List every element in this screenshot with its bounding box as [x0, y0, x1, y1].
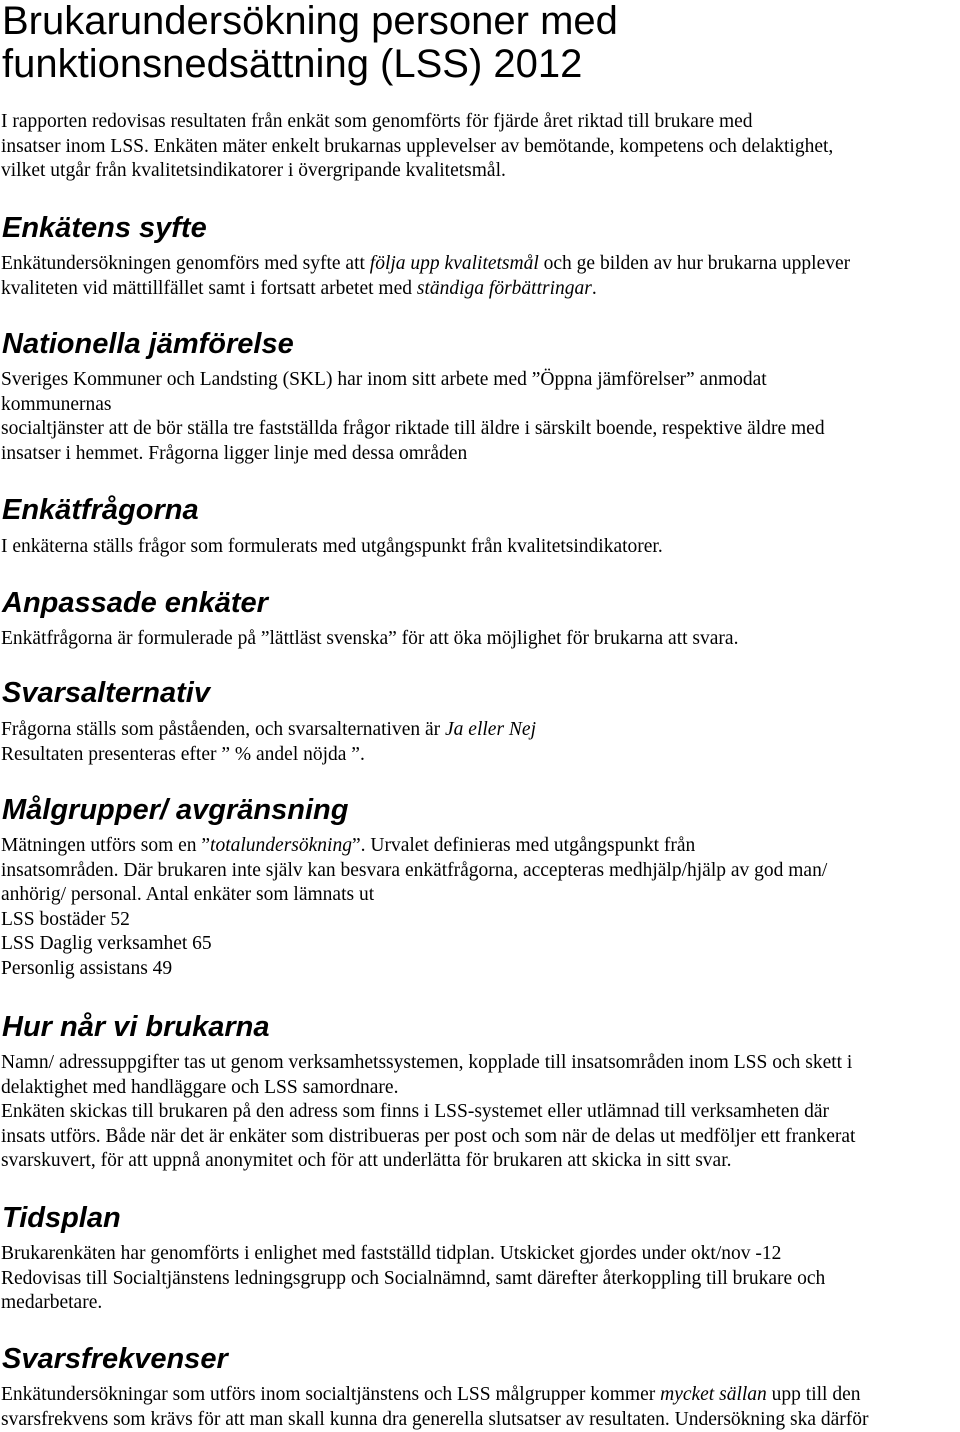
text-run: Enkätundersökningen genomförs med syfte att	[1, 253, 370, 274]
nationella-line: socialtjänster att de bör ställa tre fastställda frågor riktade till äldre i särskilt boende, respektive äldre med	[1, 418, 825, 440]
heading-svarsalternativ: Svarsalternativ	[2, 677, 210, 709]
svarsalternativ-line-2: Resultaten presenteras efter ” % andel nöjda ”.	[1, 743, 365, 765]
anpassade-text: Enkätfrågorna är formulerade på ”lättläst svenska” för att öka möjlighet för brukarna att svara.	[1, 628, 739, 649]
syfte-paragraph	[1, 252, 956, 301]
emphasis-text: Ja eller Nej	[445, 719, 536, 740]
emphasis-text: ständiga förbättringar	[416, 277, 592, 299]
intro-paragraph	[1, 110, 956, 184]
emphasis-text: mycket sällan	[660, 1384, 767, 1405]
enkatfragorna-text: I enkäterna ställs frågor som formulerats med utgångspunkt från kvalitetsindikatorer.	[1, 536, 663, 557]
malgrupper-line: Personlig assistans 49	[1, 957, 173, 979]
svarsfrekvenser-line-2: svarsfrekvens som krävs för att man skall kunna dra generella slutsatser av resultaten. Undersökning ska därför	[1, 1408, 869, 1430]
heading-enkatfragorna: Enkätfrågorna	[2, 494, 199, 526]
tidsplan-line: Brukarenkäten har genomförts i enlighet med fastställd tidplan. Utskicket gjordes under okt/nov -12	[1, 1243, 782, 1264]
heading-svarsfrekvenser: Svarsfrekvenser	[2, 1343, 228, 1375]
text-run: och ge bilden av hur brukarna upplever	[538, 253, 851, 274]
nationella-line: kommunernas	[1, 393, 112, 415]
enkatfragorna-paragraph	[1, 535, 956, 560]
syfte-line-2	[1, 277, 956, 302]
malgrupper-line: insatsområden. Där brukaren inte själv kan besvara enkätfrågorna, accepteras medhjälp/hjälp av god man/	[1, 859, 828, 881]
nationella-paragraph	[1, 368, 956, 466]
anpassade-paragraph	[1, 627, 956, 652]
intro-line: insatser inom LSS. Enkäten mäter enkelt brukarnas upplevelser av bemötande, kompetens och delaktighet,	[1, 135, 834, 157]
text-run: kvaliteten vid mättillfället samt i fortsatt arbetet med	[1, 277, 417, 299]
svarsalternativ-paragraph	[1, 718, 956, 767]
malgrupper-paragraph	[1, 834, 956, 982]
svarsalternativ-line-1	[1, 718, 956, 743]
malgrupper-line: LSS bostäder 52	[1, 908, 130, 930]
text-run: Enkätundersökningar som utförs inom socialtjänstens och LSS målgrupper kommer	[1, 1384, 661, 1405]
emphasis-text: följa upp kvalitetsmål	[369, 253, 539, 274]
heading-malgrupper: Målgrupper/ avgränsning	[2, 794, 349, 826]
hur-paragraph	[1, 1051, 956, 1174]
intro-line: I rapporten redovisas resultaten från enkät som genomförts för fjärde året riktad till brukare med	[1, 111, 753, 132]
malgrupper-line: anhörig/ personal. Antal enkäter som lämnats ut	[1, 884, 375, 906]
page-title: Brukarundersökning personer med funktionsnedsättning (LSS) 2012	[2, 0, 618, 86]
tidsplan-line: Redovisas till Socialtjänstens ledningsgrupp och Socialnämnd, samt därefter återkoppling till brukare och	[1, 1267, 826, 1289]
intro-line: vilket utgår från kvalitetsindikatorer i övergripande kvalitetsmål.	[1, 160, 506, 182]
text-run: Mätningen utförs som en ”	[1, 835, 211, 856]
hur-line: Namn/ adressuppgifter tas ut genom verksamhetssystemen, kopplade till insatsområden inom LSS och skett i	[1, 1052, 853, 1073]
heading-hur-nar-vi-brukarna: Hur når vi brukarna	[2, 1011, 270, 1043]
hur-line: insats utförs. Både när det är enkäter som distribueras per post och som när de delas ut medföljer ett frankerat	[1, 1125, 856, 1147]
text-run: upp till den	[766, 1384, 861, 1405]
hur-line: svarskuvert, för att uppnå anonymitet och för att underlätta för brukaren att skicka in sitt svar.	[1, 1150, 732, 1172]
malgrupper-line: LSS Daglig verksamhet 65	[1, 933, 212, 955]
tidsplan-line: medarbetare.	[1, 1292, 103, 1314]
nationella-line: insatser i hemmet. Frågorna ligger linje med dessa områden	[1, 442, 468, 464]
text-run: Frågorna ställs som påståenden, och svarsalternativen är	[1, 719, 446, 740]
heading-tidsplan: Tidsplan	[2, 1202, 121, 1234]
text-run: ”. Urvalet definieras med utgångspunkt från	[351, 835, 696, 856]
heading-anpassade-enkater: Anpassade enkäter	[2, 587, 268, 619]
malgrupper-line-1	[1, 834, 956, 859]
nationella-line: Sveriges Kommuner och Landsting (SKL) har inom sitt arbete med ”Öppna jämförelser” anmodat	[1, 369, 767, 390]
emphasis-text: totalundersökning	[210, 835, 352, 856]
svarsfrekvenser-line-1	[1, 1383, 956, 1408]
hur-line: delaktighet med handläggare och LSS samordnare.	[1, 1076, 399, 1098]
tidsplan-paragraph	[1, 1242, 956, 1316]
heading-nationella-jamforelse: Nationella jämförelse	[2, 328, 294, 360]
syfte-line-1	[1, 252, 956, 277]
text-run: .	[591, 277, 597, 299]
hur-line: Enkäten skickas till brukaren på den adress som finns i LSS-systemet eller utlämnad till verksamheten där	[1, 1101, 829, 1123]
heading-enkatens-syfte: Enkätens syfte	[2, 212, 207, 244]
svarsfrekvenser-paragraph	[1, 1383, 956, 1432]
